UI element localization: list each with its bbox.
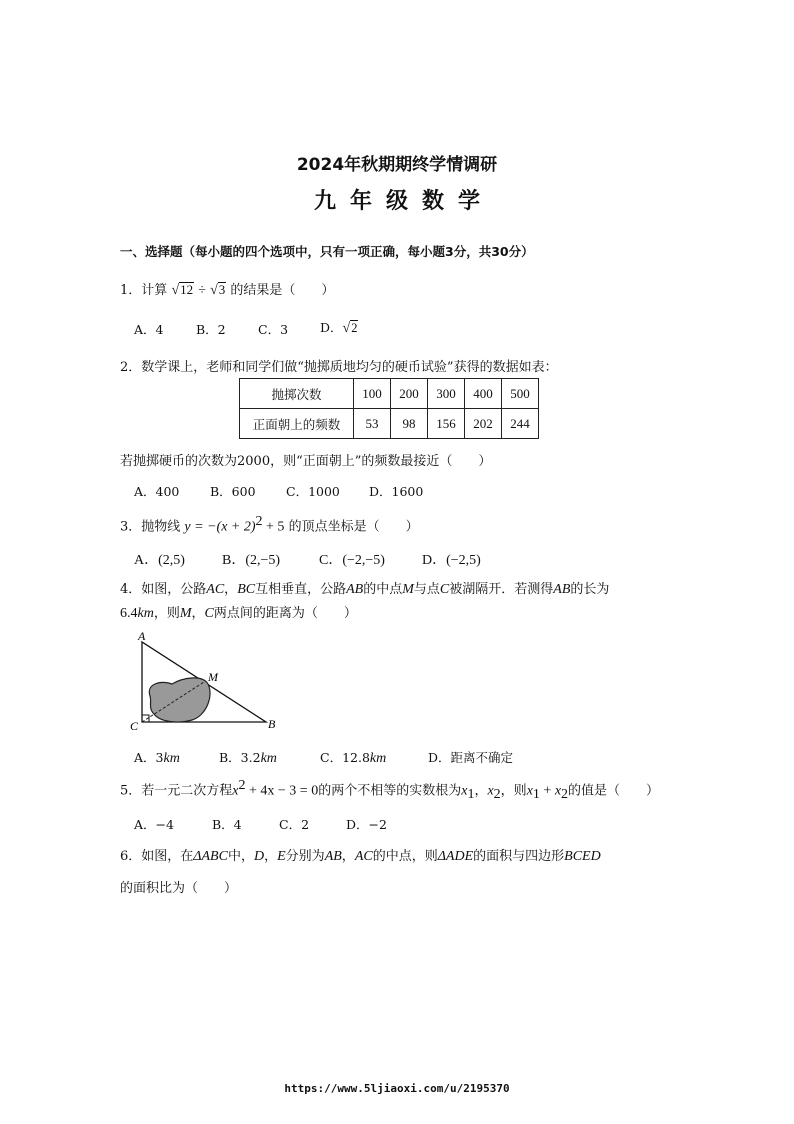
table-header-cell: 抛掷次数 — [240, 379, 354, 409]
table-header-cell: 正面朝上的频数 — [240, 409, 354, 439]
label-m: M — [208, 670, 218, 684]
q4-option-a: A．3km — [134, 750, 180, 766]
label-b: B — [268, 717, 276, 731]
table-row — [240, 409, 539, 439]
q2-option-d: D．1600 — [369, 484, 424, 499]
question-4-line-2: 6.4km，则M，C两点间的距离为（ ） — [120, 606, 357, 621]
q5-option-a: A．−4 — [134, 817, 174, 832]
table-cell: 202 — [465, 409, 502, 439]
q1-option-b: B．2 — [196, 322, 226, 337]
q2-option-a: A．400 — [134, 484, 180, 499]
q1-divide: ÷ — [198, 283, 206, 298]
table-cell: 53 — [354, 409, 391, 439]
question-3: 3．抛物线 $y = -(x + 2)^2 + 5$ 的顶点坐标是（ ） — [120, 514, 419, 535]
q4-option-d: D．距离不确定 — [428, 750, 514, 765]
q4-option-c: C．12.8km — [320, 750, 387, 766]
label-c: C — [130, 719, 139, 733]
question-2: 2．数学课上，老师和同学们做“抛掷质地均匀的硬币试验”获得的数据如表： — [120, 360, 558, 375]
question-6: 6．如图，在ΔABC中，D，E分别为AB，AC的中点，则ΔADE的面积与四边形BCED — [120, 849, 601, 864]
table-cell: 400 — [465, 379, 502, 409]
q3-option-b: B．(2,−5) — [222, 553, 281, 568]
table-cell: 300 — [428, 379, 465, 409]
q2-option-c: C．1000 — [286, 484, 340, 499]
table-cell: 500 — [502, 379, 539, 409]
question-5: 5．若一元二次方程$x^2 + 4x - 3 = 0$的两个不相等的实数根为$x_1$，$x_2$，则$x_1 + x_2$的值是（ ） — [120, 778, 660, 802]
q1-pre: 计算 — [141, 283, 168, 298]
sqrt-12: √12 — [171, 282, 194, 298]
table-cell: 156 — [428, 409, 465, 439]
q4-option-b: B．3.2km — [219, 750, 277, 766]
q3-option-c: C．(−2,−5) — [319, 553, 385, 568]
section-heading: 一、选择题（每小题的四个选项中，只有一项正确，每小题3分，共30分） — [120, 244, 534, 259]
q1-post: 的结果是（ ） — [230, 283, 335, 298]
q2-question: 若抛掷硬币的次数为2000，则“正面朝上”的频数最接近（ ） — [120, 454, 492, 469]
page-title: 2024年秋期期终学情调研 — [296, 155, 498, 175]
question-1 — [120, 279, 334, 299]
right-triangle-figure — [120, 626, 290, 736]
label-a: A — [138, 629, 146, 643]
frequency-table — [239, 378, 539, 439]
footer-url: https://www.5ljiaoxi.com/u/2195370 — [284, 1082, 510, 1095]
question-4: 4．如图，公路AC，BC互相垂直，公路AB的中点M与点C被湖隔开．若测得AB的长为 — [120, 582, 610, 597]
q5-option-c: C．2 — [279, 817, 310, 832]
q1-option-a: A．4 — [134, 322, 164, 337]
q3-option-a: A．(2,5) — [134, 553, 185, 568]
table-cell: 244 — [502, 409, 539, 439]
q5-option-d: D．−2 — [346, 817, 387, 832]
table-row — [240, 379, 539, 409]
q2-option-b: B．600 — [210, 484, 256, 499]
q1-option-d: D．√2 — [320, 320, 358, 336]
q5-option-b: B．4 — [212, 817, 242, 832]
q3-option-d: D．(−2,5) — [422, 553, 481, 568]
table-cell: 200 — [391, 379, 428, 409]
lake-shape — [149, 678, 210, 722]
table-cell: 98 — [391, 409, 428, 439]
q1-option-c: C．3 — [258, 322, 289, 337]
question-6-line-2: 的面积比为（ ） — [120, 881, 238, 896]
table-cell: 100 — [354, 379, 391, 409]
page-subtitle: 九年级数学 — [313, 189, 494, 214]
sqrt-3: √3 — [210, 282, 226, 298]
q1-number: 1． — [120, 283, 142, 298]
parabola-formula: y = −(x + 2) — [184, 519, 256, 535]
